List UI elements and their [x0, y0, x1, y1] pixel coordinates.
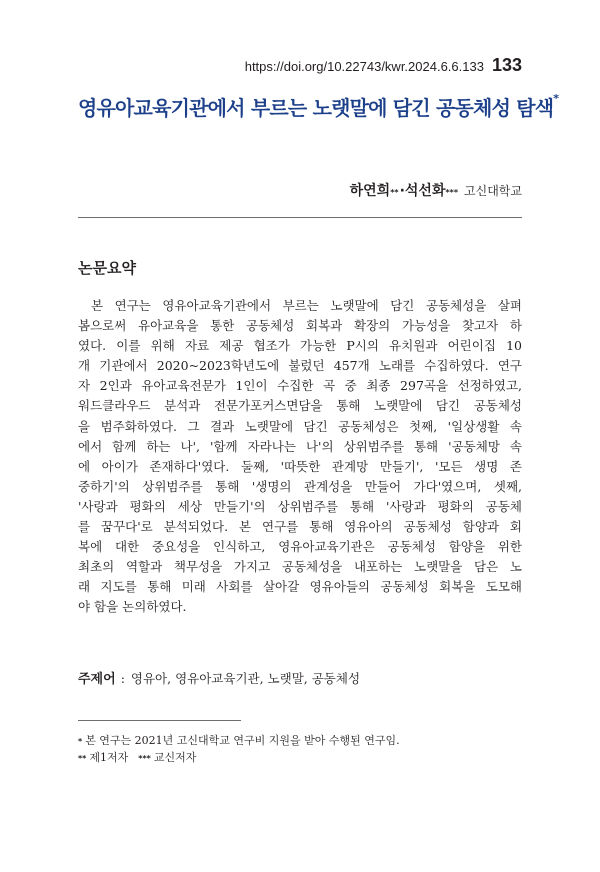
abstract-line: '사랑과 평화의 세상 만들기'의 상위범주를 통해 '사랑과 평화의 공동체 [78, 498, 522, 514]
page-header [245, 55, 522, 76]
abstract-line: 을 범주화하였다. 그 결과 노랫말에 담긴 공동체성은 첫째, '일상생활 속 [78, 418, 522, 434]
footnote-funding [78, 733, 400, 750]
author-1-name: 하연희 [349, 183, 391, 199]
author-line [350, 180, 522, 200]
abstract-line: 에서 함께 하는 나', '함께 자라나는 나'의 상위범주를 통해 '공동체망 속 [78, 438, 522, 454]
doi-link[interactable]: https://doi.org/10.22743/kwr.2024.6.6.133 [244, 59, 484, 74]
abstract-heading: 논문요약 [78, 259, 136, 277]
abstract-line: 최초의 역할과 책무성을 가지고 공동체성을 내포하는 노랫말을 담은 노 [78, 559, 522, 575]
keywords-colon: : [120, 671, 125, 686]
author-2-mark: *** [445, 188, 459, 197]
footnote-authors [78, 750, 400, 767]
abstract-line: 개 기관에서 2020~2023학년도에 불렀던 457개 노래를 수집하였다. 연구 [78, 358, 522, 374]
abstract-body [78, 296, 522, 618]
abstract-line: 본 연구는 영유아교육기관에서 부르는 노랫말에 담긴 공동체성을 살펴 [91, 298, 522, 313]
abstract-line: 에 아이가 존재하다'였다. 둘째, '따뜻한 관계망 만들기', '모든 생명 존 [78, 458, 522, 474]
abstract-line: 봄으로써 유아교육을 통한 공동체성 회복과 확장의 가능성을 찾고자 하 [78, 318, 522, 334]
author-separator: · [399, 183, 405, 199]
footnote-mark: * [78, 737, 83, 746]
keywords-list: 영유아, 영유아교육기관, 노랫말, 공동체성 [130, 671, 361, 686]
keywords [78, 668, 360, 687]
author-1-mark: ** [390, 188, 399, 197]
keywords-label: 주제어 [78, 672, 116, 687]
paper-title-text: 영유아교육기관에서 부르는 노랫말에 담긴 공동체성 탐색 [78, 96, 554, 120]
footnote-mark: *** [138, 754, 151, 763]
abstract-line: 자 2인과 유아교육전문가 1인이 수집한 곡 중 최종 297곡을 선정하였고, [78, 378, 522, 394]
header-divider [78, 217, 522, 218]
author-2-name: 석선화 [404, 183, 446, 199]
footnotes [78, 733, 400, 767]
abstract-line: 를 꿈꾸다'로 분석되었다. 본 연구를 통해 영유아의 공동체성 함양과 회 [78, 519, 522, 535]
abstract-line: 였다. 이를 위해 자료 제공 협조가 가능한 P시의 유치원과 어린이집 10 [78, 338, 522, 354]
abstract-line: 중하기'의 상위범주를 통해 '생명의 관계성을 만들어 가다'였으며, 셋째, [78, 478, 522, 494]
abstract-line: 래 지도를 통해 미래 사회를 살아갈 영유아들의 공동체성 회복을 도모해 [78, 579, 522, 595]
abstract-line: 워드클라우드 분석과 전문가포커스면담을 통해 노랫말에 담긴 공동체성 [78, 398, 522, 414]
footnote-mark: ** [78, 754, 87, 763]
footnote-first-author: 제1저자 [89, 751, 129, 764]
abstract-line: 야 함을 논의하였다. [78, 599, 187, 615]
author-affiliation: 고신대학교 [464, 184, 522, 198]
page-number: 133 [491, 55, 522, 75]
abstract-line: 복에 대한 중요성을 인식하고, 영유아교육기관은 공동체성 함양을 위한 [78, 539, 522, 555]
paper-title [78, 92, 559, 121]
footnote-funding-text: 본 연구는 2021년 고신대학교 연구비 지원을 받아 수행된 연구임. [85, 734, 400, 747]
footnote-corresponding-author: 교신저자 [153, 751, 197, 764]
title-footnote-mark: * [553, 92, 559, 105]
footnote-divider [78, 720, 241, 721]
